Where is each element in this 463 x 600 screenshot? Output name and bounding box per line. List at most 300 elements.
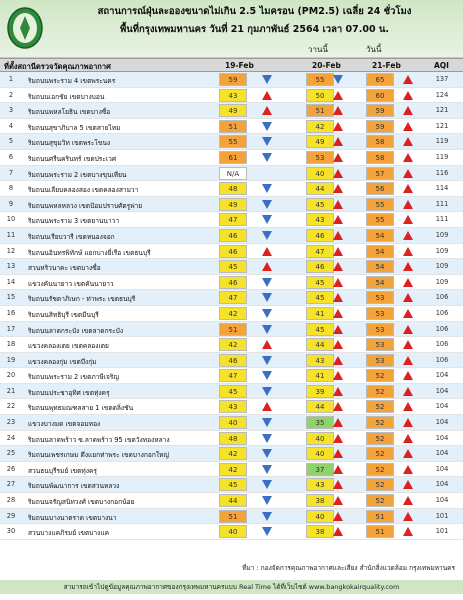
pm25-value-day1: 59 (219, 73, 247, 86)
pm25-value-day1: 40 (219, 525, 247, 538)
pm25-value-day2: 41 (306, 307, 334, 320)
table-row (0, 337, 463, 353)
trend-down-icon (262, 418, 272, 427)
row-number: 6 (8, 152, 14, 161)
trend-up-icon (403, 512, 413, 521)
pm25-value-day3: 58 (366, 151, 394, 164)
pm25-value-day1: 46 (219, 245, 247, 258)
pm25-value-day3: 65 (366, 73, 394, 86)
table-row (0, 290, 463, 306)
trend-down-icon (262, 527, 272, 536)
pm25-value-day3: 53 (366, 291, 394, 304)
pm25-value-day1: 48 (219, 182, 247, 195)
row-number: 5 (8, 137, 14, 146)
trend-down-icon (262, 200, 272, 209)
trend-down-icon (262, 371, 272, 380)
pm25-value-day1: 43 (219, 89, 247, 102)
trend-up-icon (403, 480, 413, 489)
pm25-value-day3: 53 (366, 338, 394, 351)
pm25-value-day2: 35 (306, 416, 334, 429)
row-number: 3 (8, 106, 14, 115)
table-row (0, 493, 463, 509)
trend-up-icon (333, 278, 343, 287)
row-number: 22 (6, 402, 16, 411)
station-name: ริมถนนพหลหลวง เขตป้อมปราบศัตรูพ่าย (28, 201, 143, 210)
station-name: ริมถนนพระราม 2 เขตภาษีเจริญ (28, 373, 120, 382)
pm25-value-day3: 59 (366, 104, 394, 117)
trend-up-icon (333, 106, 343, 115)
trend-up-icon (262, 262, 272, 271)
trend-up-icon (403, 434, 413, 443)
table-row (0, 462, 463, 478)
pm25-value-day2: 46 (306, 260, 334, 273)
pm25-value-day1: 47 (219, 291, 247, 304)
station-name: ริมถนนศรีนครินทร์ เขตประเวศ (28, 154, 117, 163)
pm25-value-day3: 57 (366, 167, 394, 180)
today-label: วันนี้ (366, 45, 382, 54)
website-note: สามารถเข้าไปดูข้อมูลคุณภาพอากาศของกรุงเทพมหานครแบบ Real Time ได้ที่เว็บไซต์ www.bangkokairquality.com (0, 580, 463, 594)
pm25-value-day1: 47 (219, 369, 247, 382)
pm25-value-day2: 37 (306, 463, 334, 476)
table-row (0, 477, 463, 493)
trend-up-icon (262, 106, 272, 115)
aqi-value: 104 (435, 371, 449, 380)
row-number: 15 (6, 293, 16, 302)
aqi-value: 111 (435, 215, 449, 224)
table-row (0, 368, 463, 384)
pm25-value-day3: 52 (366, 478, 394, 491)
station-name: ริมถนนสุขาภิบาล 5 เขตสายไหม (28, 123, 121, 132)
trend-down-icon (262, 137, 272, 146)
row-number: 12 (6, 246, 16, 255)
trend-up-icon (333, 527, 343, 536)
table-row (0, 181, 463, 197)
trend-up-icon (333, 153, 343, 162)
pm25-value-day2: 53 (306, 151, 334, 164)
aqi-value: 101 (435, 527, 449, 536)
aqi-value: 104 (435, 433, 449, 442)
trend-up-icon (403, 153, 413, 162)
table-row (0, 353, 463, 369)
trend-up-icon (333, 215, 343, 224)
pm25-value-day1: 45 (219, 385, 247, 398)
pm25-value-day3: 54 (366, 276, 394, 289)
table-row (0, 275, 463, 291)
row-number: 14 (6, 277, 16, 286)
pm25-value-day2: 51 (306, 104, 334, 117)
report-subtitle: พื้นที่กรุงเทพมหานคร วันที่ 21 กุมภาพันธ์ 2564 เวลา 07.00 น. (119, 24, 390, 35)
pm25-value-day3: 55 (366, 198, 394, 211)
table-row (0, 88, 463, 104)
pm25-value-day1: 42 (219, 307, 247, 320)
trend-up-icon (403, 75, 413, 84)
report-title: สถานการณ์ฝุ่นละอองขนาดไม่เกิน 2.5 ไมครอน (PM2.5) เฉลี่ย 24 ชั่วโมง (97, 6, 412, 17)
table-row (0, 384, 463, 400)
pm25-value-day3: 54 (366, 245, 394, 258)
station-name: ริมถนนเอกชัย เขตบางบอน (28, 92, 105, 101)
station-name: ริมถนนอินทรพิทักษ์ แยกบางยี่เรือ เขตธนบุรี (28, 248, 151, 257)
pm25-value-day1: 51 (219, 510, 247, 523)
row-number: 8 (8, 184, 14, 193)
pm25-value-day1: 48 (219, 432, 247, 445)
aqi-value: 121 (435, 121, 449, 130)
row-number: 16 (6, 308, 16, 317)
aqi-value: 104 (435, 480, 449, 489)
aqi-value: 111 (435, 199, 449, 208)
trend-down-icon (262, 278, 272, 287)
pm25-value-day3: 59 (366, 120, 394, 133)
station-name: ริมถนนพุทธมณฑลสาย 1 เขตตลิ่งชัน (28, 404, 134, 413)
bma-seal-icon (6, 6, 44, 50)
aqi-value: 106 (435, 324, 449, 333)
trend-up-icon (333, 371, 343, 380)
aqi-value: 106 (435, 355, 449, 364)
station-name: ริมถนนประชาอุทิศ เขตทุ่งครุ (28, 388, 110, 397)
pm25-value-day2: 45 (306, 276, 334, 289)
pm25-value-day3: 51 (366, 510, 394, 523)
trend-up-icon (333, 293, 343, 302)
table-row (0, 244, 463, 260)
aqi-value: 124 (435, 90, 449, 99)
aqi-value: 109 (435, 230, 449, 239)
pm25-value-day2: 40 (306, 447, 334, 460)
aqi-value: 109 (435, 262, 449, 271)
trend-up-icon (403, 402, 413, 411)
table-row (0, 119, 463, 135)
trend-up-icon (403, 184, 413, 193)
pm25-value-day2: 44 (306, 338, 334, 351)
aqi-value: 104 (435, 402, 449, 411)
trend-up-icon (333, 200, 343, 209)
table-row (0, 150, 463, 166)
trend-up-icon (403, 387, 413, 396)
station-name: ริมถนนพระราม 2 เขตบางขุนเทียน (28, 170, 127, 179)
trend-up-icon (403, 91, 413, 100)
trend-up-icon (403, 371, 413, 380)
aqi-value: 106 (435, 308, 449, 317)
pm25-value-day1: 49 (219, 198, 247, 211)
trend-up-icon (403, 356, 413, 365)
station-name: ริมถนนเรียบวารี เขตหนองจอก (28, 232, 115, 241)
station-name: ริมถนนพระราม 3 เขตยานนาวา (28, 217, 120, 226)
pm25-value-day3: 52 (366, 416, 394, 429)
aqi-value: 109 (435, 277, 449, 286)
station-name: แขวงบางมด เขตจอมทอง (28, 420, 101, 429)
trend-up-icon (262, 402, 272, 411)
row-number: 17 (6, 324, 16, 333)
station-name: ริมถนนเพชรเกษม ตึงแยกท่าพระ เขตบางกอกใหญ่ (28, 451, 170, 460)
pm25-value-day1: 51 (219, 323, 247, 336)
row-number: 19 (6, 355, 16, 364)
pm25-value-day2: 38 (306, 525, 334, 538)
station-name: ริมถนนลาดพร้าว ซ.ลาดพร้าว 95 เขตวังทองหลาง (28, 435, 170, 444)
trend-up-icon (403, 309, 413, 318)
station-name: ริมถนนลาดกระบัง เขตลาดกระบัง (28, 326, 124, 335)
trend-up-icon (333, 512, 343, 521)
pm25-value-day1: 42 (219, 447, 247, 460)
station-name: ริมถนนจรัญสนิทวงศ์ เขตบางกอกน้อย (28, 498, 135, 507)
pm25-value-day1: N/A (219, 167, 247, 180)
row-number: 26 (6, 464, 16, 473)
trend-up-icon (403, 496, 413, 505)
table-row (0, 259, 463, 275)
date3-column-header: 21-Feb (372, 61, 401, 70)
row-number: 10 (6, 215, 16, 224)
trend-up-icon (333, 387, 343, 396)
aqi-value: 104 (435, 386, 449, 395)
row-number: 28 (6, 496, 16, 505)
pm25-value-day2: 43 (306, 213, 334, 226)
station-name: แขวงคันนายาว เขตคันนายาว (28, 279, 114, 288)
trend-up-icon (333, 169, 343, 178)
aqi-value: 106 (435, 340, 449, 349)
pm25-value-day1: 46 (219, 354, 247, 367)
yesterday-label: วานนี้ (308, 45, 328, 54)
aqi-value: 109 (435, 246, 449, 255)
trend-up-icon (333, 309, 343, 318)
station-name: แขวงคลองกุ่ม เขตบึงกุ่ม (28, 357, 97, 366)
row-number: 13 (6, 262, 16, 271)
pm25-value-day3: 55 (366, 213, 394, 226)
trend-up-icon (333, 325, 343, 334)
pm25-value-day1: 43 (219, 400, 247, 413)
pm25-value-day1: 46 (219, 229, 247, 242)
station-name: ริมถนนสิทธิบุรี เขตมีนบุรี (28, 310, 99, 319)
station-table (0, 72, 463, 540)
table-row (0, 212, 463, 228)
trend-up-icon (333, 402, 343, 411)
trend-up-icon (333, 184, 343, 193)
pm25-value-day3: 52 (366, 369, 394, 382)
pm25-value-day2: 40 (306, 432, 334, 445)
aqi-value: 119 (435, 137, 449, 146)
aqi-value: 104 (435, 496, 449, 505)
pm25-value-day1: 44 (219, 494, 247, 507)
trend-up-icon (333, 340, 343, 349)
row-number: 4 (8, 121, 14, 130)
trend-up-icon (333, 231, 343, 240)
pm25-value-day2: 45 (306, 291, 334, 304)
pm25-value-day2: 50 (306, 89, 334, 102)
row-number: 7 (8, 168, 14, 177)
trend-down-icon (262, 215, 272, 224)
row-number: 18 (6, 340, 16, 349)
trend-up-icon (403, 527, 413, 536)
aqi-value: 106 (435, 293, 449, 302)
trend-down-icon (262, 496, 272, 505)
aqi-value: 137 (435, 75, 449, 83)
pm25-value-day3: 58 (366, 135, 394, 148)
pm25-value-day3: 53 (366, 307, 394, 320)
row-number: 20 (6, 371, 16, 380)
aqi-value: 121 (435, 106, 449, 115)
station-name: ริมถนนเลียบคลองสอง เขตคลองสามวา (28, 186, 139, 195)
trend-down-icon (262, 153, 272, 162)
pm25-value-day1: 47 (219, 213, 247, 226)
pm25-value-day2: 40 (306, 510, 334, 523)
trend-up-icon (262, 91, 272, 100)
station-name: ริมถนนพหลโยธิน เขตบางซื่อ (28, 108, 111, 117)
table-row (0, 228, 463, 244)
pm25-value-day1: 42 (219, 463, 247, 476)
aqi-value: 104 (435, 464, 449, 473)
trend-down-icon (262, 309, 272, 318)
aqi-value: 116 (435, 168, 449, 177)
station-name: ริมถนนพัฒนาการ เขตสวนหลวง (28, 482, 120, 491)
pm25-value-day3: 60 (366, 89, 394, 102)
pm25-value-day2: 41 (306, 369, 334, 382)
row-number: 9 (8, 199, 14, 208)
aqi-value: 114 (435, 184, 449, 193)
trend-down-icon (262, 75, 272, 84)
date2-column-header: 20-Feb (312, 61, 341, 70)
station-name: แขวงคลองเตย เขตคลองเตย (28, 342, 109, 351)
station-name: ริมถนนรัชดาภิเษก - ท่าพระ เขตธนบุรี (28, 295, 136, 304)
trend-up-icon (403, 465, 413, 474)
trend-up-icon (403, 418, 413, 427)
pm25-value-day3: 52 (366, 385, 394, 398)
trend-down-icon (262, 184, 272, 193)
pm25-value-day1: 42 (219, 338, 247, 351)
table-row (0, 166, 463, 182)
pm25-value-day2: 45 (306, 198, 334, 211)
trend-up-icon (262, 247, 272, 256)
table-row (0, 306, 463, 322)
aqi-value: 119 (435, 152, 449, 161)
trend-up-icon (403, 122, 413, 131)
pm25-value-day2: 44 (306, 400, 334, 413)
trend-down-icon (333, 75, 343, 84)
table-row (0, 197, 463, 213)
trend-down-icon (262, 387, 272, 396)
pm25-value-day1: 45 (219, 260, 247, 273)
pm25-value-day3: 54 (366, 229, 394, 242)
trend-up-icon (333, 356, 343, 365)
trend-down-icon (262, 356, 272, 365)
trend-up-icon (403, 247, 413, 256)
pm25-value-day1: 61 (219, 151, 247, 164)
station-name: ริมถนนบางนาตราด เขตบางนา (28, 513, 117, 522)
pm25-value-day3: 52 (366, 447, 394, 460)
pm25-value-day1: 46 (219, 276, 247, 289)
trend-up-icon (333, 449, 343, 458)
pm25-value-day2: 47 (306, 245, 334, 258)
trend-down-icon (262, 293, 272, 302)
trend-up-icon (403, 200, 413, 209)
pm25-value-day1: 55 (219, 135, 247, 148)
date1-column-header: 19-Feb (225, 61, 254, 70)
trend-down-icon (262, 434, 272, 443)
pm25-value-day3: 53 (366, 323, 394, 336)
trend-up-icon (333, 91, 343, 100)
table-row (0, 322, 463, 338)
table-row (0, 399, 463, 415)
table-row (0, 415, 463, 431)
station-name: ริมถนนสุขุมวิท เขตพระโขนง (28, 139, 111, 148)
trend-up-icon (403, 340, 413, 349)
trend-up-icon (333, 480, 343, 489)
trend-up-icon (403, 215, 413, 224)
pm25-value-day3: 52 (366, 494, 394, 507)
pm25-value-day2: 43 (306, 478, 334, 491)
pm25-value-day3: 56 (366, 182, 394, 195)
table-row (0, 446, 463, 462)
trend-up-icon (333, 247, 343, 256)
table-row (0, 103, 463, 119)
trend-up-icon (403, 262, 413, 271)
table-header (0, 58, 463, 72)
table-row (0, 509, 463, 525)
pm25-value-day2: 49 (306, 135, 334, 148)
row-number: 23 (6, 418, 16, 427)
pm25-value-day1: 45 (219, 478, 247, 491)
trend-down-icon (262, 512, 272, 521)
station-name: สวนหริวนาคะ เขตบางซื่อ (28, 264, 101, 273)
trend-up-icon (403, 449, 413, 458)
pm25-value-day2: 45 (306, 323, 334, 336)
report-header (0, 0, 463, 58)
trend-up-icon (333, 122, 343, 131)
pm25-value-day3: 54 (366, 260, 394, 273)
trend-down-icon (262, 449, 272, 458)
station-name: สวนธนบุรีรมย์ เขตทุ่งครุ (28, 466, 97, 475)
trend-down-icon (262, 465, 272, 474)
row-number: 30 (6, 527, 16, 536)
station-column-header: ที่ตั้งสถานีตรวจวัดคุณภาพอากาศ (4, 62, 111, 71)
table-row (0, 72, 463, 88)
pm25-value-day2: 39 (306, 385, 334, 398)
aqi-value: 104 (435, 418, 449, 427)
source-note: ที่มา : กองจัดการคุณภาพอากาศและเสียง สำนักสิ่งแวดล้อม กรุงเทพมหานคร (242, 564, 455, 572)
pm25-value-day2: 44 (306, 182, 334, 195)
row-number: 1 (8, 75, 14, 83)
aqi-value: 101 (435, 511, 449, 520)
trend-up-icon (403, 325, 413, 334)
pm25-value-day3: 53 (366, 354, 394, 367)
pm25-value-day2: 43 (306, 354, 334, 367)
trend-up-icon (403, 137, 413, 146)
trend-up-icon (333, 418, 343, 427)
aqi-column-header: AQI (434, 61, 449, 70)
trend-up-icon (333, 434, 343, 443)
trend-down-icon (262, 231, 272, 240)
trend-up-icon (403, 231, 413, 240)
trend-up-icon (403, 169, 413, 178)
row-number: 27 (6, 480, 16, 489)
trend-up-icon (333, 262, 343, 271)
station-name: ริมถนนพระราม 4 เขตพระนคร (28, 77, 116, 85)
row-number: 29 (6, 511, 16, 520)
pm25-value-day3: 52 (366, 463, 394, 476)
row-number: 11 (6, 230, 16, 239)
trend-down-icon (262, 122, 272, 131)
trend-up-icon (333, 496, 343, 505)
row-number: 25 (6, 449, 16, 458)
trend-up-icon (262, 340, 272, 349)
trend-up-icon (333, 465, 343, 474)
table-row (0, 431, 463, 447)
trend-down-icon (262, 325, 272, 334)
trend-down-icon (262, 480, 272, 489)
pm25-value-day3: 51 (366, 525, 394, 538)
pm25-value-day2: 55 (306, 73, 334, 86)
trend-up-icon (403, 106, 413, 115)
pm25-value-day2: 38 (306, 494, 334, 507)
row-number: 24 (6, 433, 16, 442)
row-number: 2 (8, 90, 14, 99)
pm25-value-day2: 42 (306, 120, 334, 133)
pm25-value-day1: 51 (219, 120, 247, 133)
